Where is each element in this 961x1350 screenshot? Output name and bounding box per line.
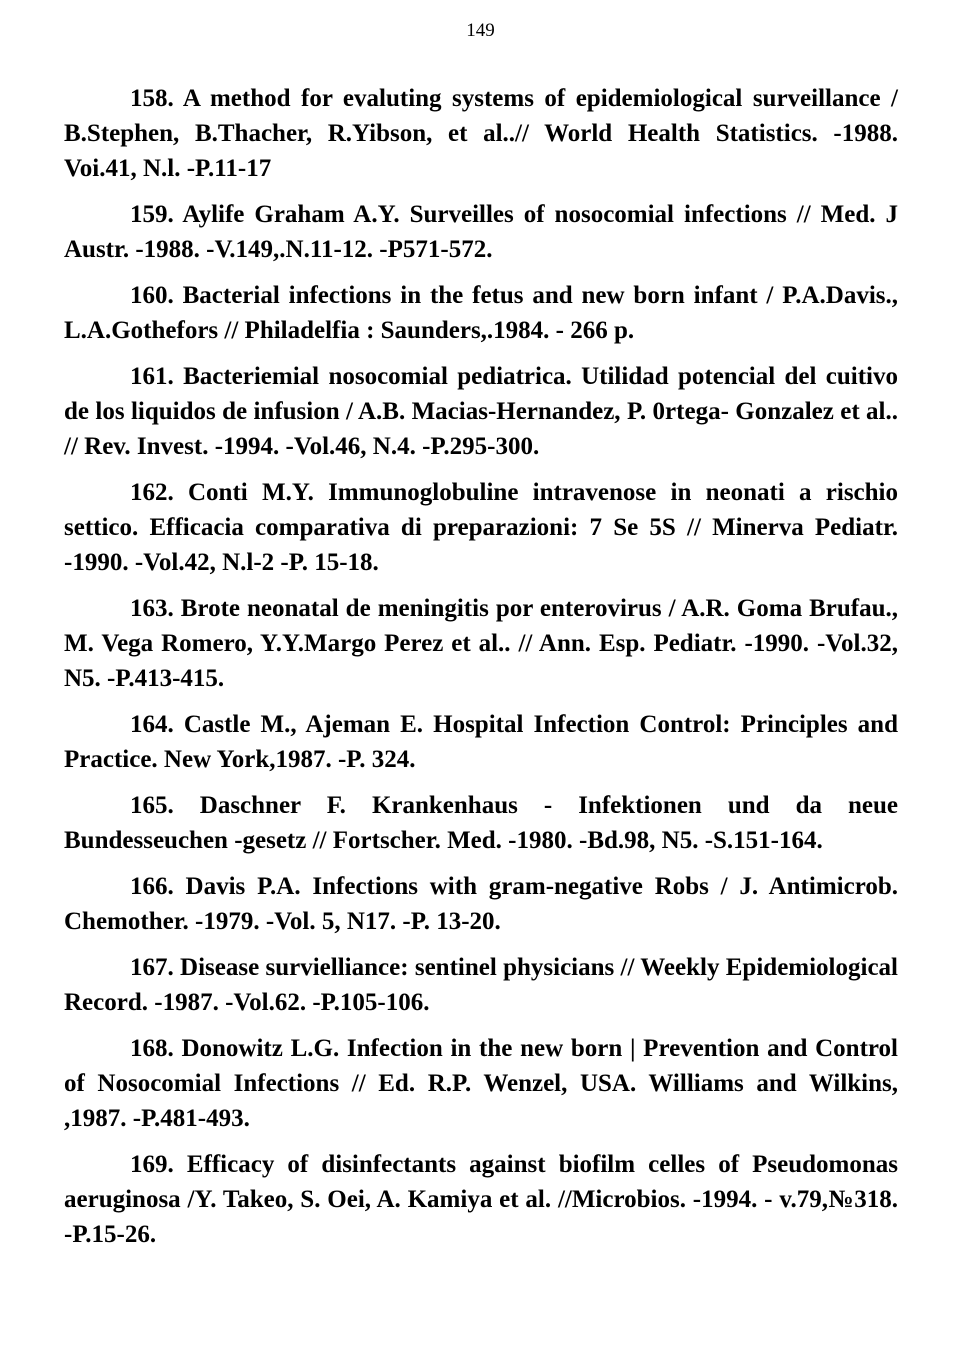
reference-item-169: 169. Efficacy of disinfectants against biofilm celles of Pseudomonas aeruginosa /Y. Takeo, S. Oei, A. Kamiya et al. //Microbios. -1994. - v.79,№318. -P.15-26.: [64, 1151, 898, 1248]
reference-list: [64, 81, 898, 1263]
reference-item-164: 164. Castle M., Ajeman E. Hospital Infection Control: Principles and Practice. New York,1987. -P. 324.: [64, 711, 898, 773]
reference-item-159: 159. Aylife Graham A.Y. Surveilles of nosocomial infections // Med. J Austr. -1988. -V.149,.N.11-12. -P571-572.: [64, 201, 898, 263]
reference-item-165: 165. Daschner F. Krankenhaus - Infektionen und da neue Bundesseuchen -gesetz // Fortscher. Med. -1980. -Bd.98, N5. -S.151-164.: [64, 792, 898, 854]
reference-item-168: 168. Donowitz L.G. Infection in the new born | Prevention and Control of Nosocomial Infections // Ed. R.P. Wenzel, USA. Williams and Wilkins, ,1987. -P.481-493.: [64, 1035, 898, 1132]
reference-item-162: 162. Conti M.Y. Immunoglobuline intravenose in neonati a rischio settico. Efficacia comparativa di preparazioni: 7 Se 5S // Minerva Pediatr. -1990. -Vol.42, N.l-2 -P. 15-18.: [64, 479, 898, 576]
reference-item-158: 158. A method for evaluting systems of epidemiological surveillance / B.Stephen, B.Thacher, R.Yibson, et al..// World Health Statistics. -1988. Voi.41, N.l. -P.11-17: [64, 85, 898, 182]
reference-item-160: 160. Bacterial infections in the fetus and new born infant / P.A.Davis., L.A.Gothefors // Philadelfia : Saunders,.1984. - 266 p.: [64, 282, 898, 344]
reference-item-166: 166. Davis P.A. Infections with gram-negative Robs / J. Antimicrob. Chemother. -1979. -Vol. 5, N17. -P. 13-20.: [64, 873, 898, 935]
page-number: 149: [466, 20, 495, 41]
reference-item-163: 163. Brote neonatal de meningitis por enterovirus / A.R. Goma Brufau., M. Vega Romero, Y.Y.Margo Perez et al.. // Ann. Esp. Pediatr. -1990. -Vol.32, N5. -P.413-415.: [64, 595, 898, 692]
reference-item-167: 167. Disease survielliance: sentinel physicians // Weekly Epidemiological Record. -1987. -Vol.62. -P.105-106.: [64, 954, 898, 1016]
reference-item-161: 161. Bacteriemial nosocomial pediatrica. Utilidad potencial del cuitivo de los liquidos de infusion / A.B. Macias-Hernandez, P. 0rtega- Gonzalez et al.. // Rev. Invest. -1994. -Vol.46, N.4. -P.295-300.: [64, 363, 898, 460]
